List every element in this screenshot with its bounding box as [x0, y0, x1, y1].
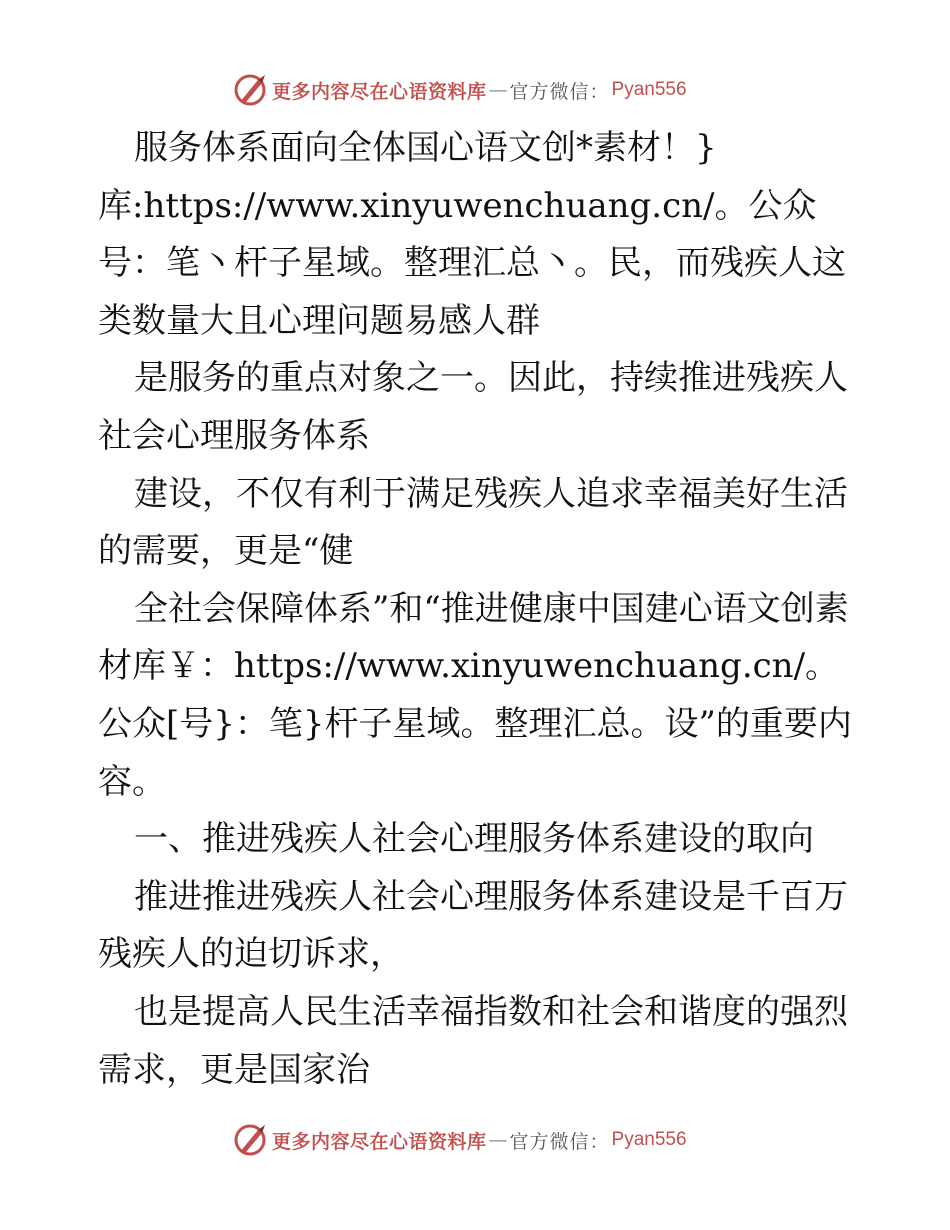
paragraph: 全社会保障体系”和“推进健康中国建心语文创素材库￥：https://www.xinyuwenchuang.cn/。公众[号}：笔}杆子星域。整理汇总。设”的重要内容。	[98, 588, 852, 802]
watermark-official-label: 官方微信：	[509, 1130, 610, 1153]
watermark-promo-text: 更多内容尽在心语资料库	[272, 1130, 487, 1153]
watermark-official-label: 官方微信：	[509, 80, 610, 103]
paragraph: 也是提高人民生活幸福指数和社会和谐度的强烈需求，更是国家治	[98, 991, 848, 1090]
watermark-handle: Pyan556	[611, 79, 687, 100]
quill-pen-circle-icon	[232, 1122, 268, 1158]
quill-pen-circle-icon	[232, 72, 268, 108]
watermark-handle: Pyan556	[611, 1129, 687, 1150]
paragraph: 建设，不仅有利于满足残疾人追求幸福美好生活的需要，更是“健	[98, 473, 848, 572]
paragraph: 是服务的重点对象之一。因此，持续推进残疾人社会心理服务体系	[98, 358, 848, 456]
section-heading: 一、推进残疾人社会心理服务体系建设的取向	[134, 819, 814, 860]
paragraph: 推进推进残疾人社会心理服务体系建设是千百万残疾人的迫切诉求，	[98, 876, 848, 975]
document-body	[98, 120, 858, 1099]
header-watermark	[232, 70, 712, 110]
watermark-dash: —	[488, 79, 508, 101]
watermark-promo-text: 更多内容尽在心语资料库	[272, 80, 487, 103]
watermark-dash: —	[488, 1129, 508, 1151]
footer-watermark	[232, 1120, 712, 1160]
paragraph: 服务体系面向全体国心语文创*素材！}库:https://www.xinyuwenchuang.cn/。公众号：笔丶杆子星域。整理汇总丶。民，而残疾人这类数量大且心理问题易感人群	[98, 128, 846, 341]
